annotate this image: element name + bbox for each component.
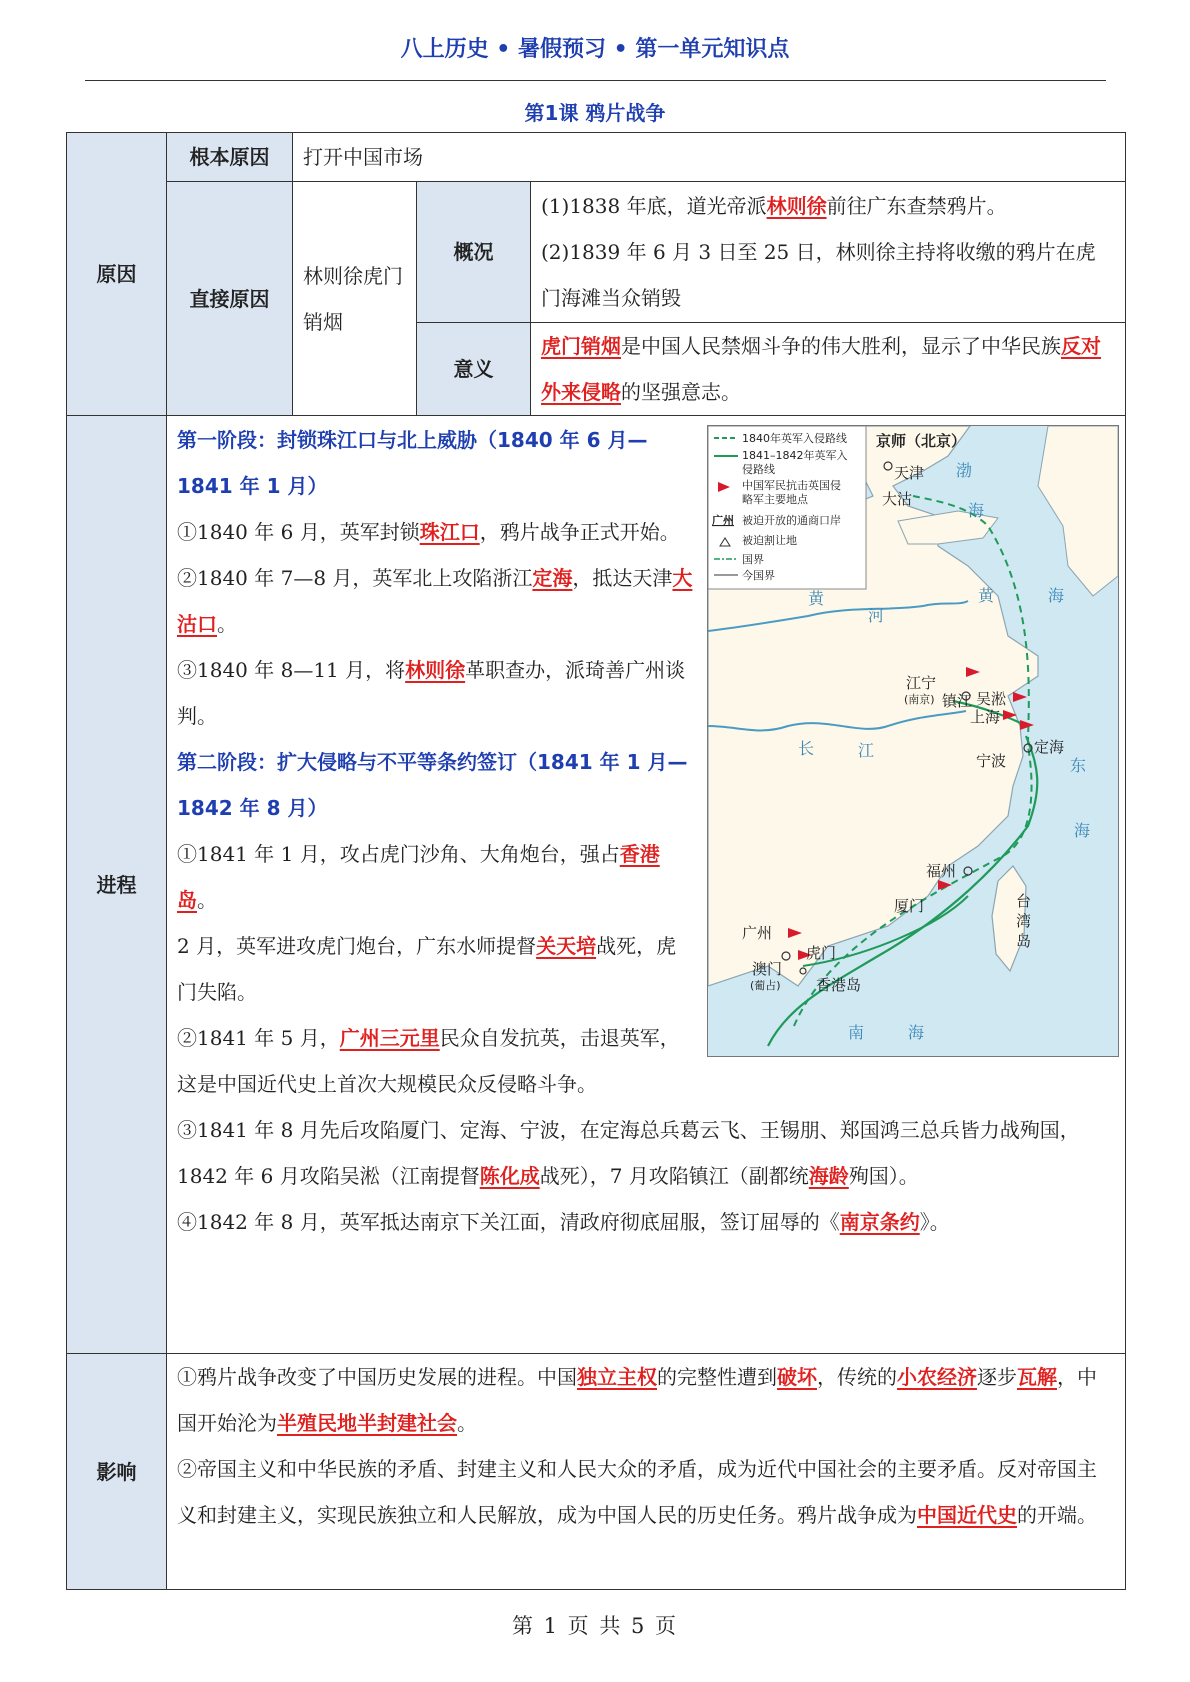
keyword: 陈化成 — [479, 1164, 540, 1188]
map-label-dinghai: 定海 — [1034, 738, 1065, 756]
root-cause-value: 打开中国市场 — [293, 133, 1126, 182]
map-label-east-sea-1: 东 — [1070, 756, 1087, 775]
keyword: 瓦解 — [1017, 1365, 1057, 1389]
map-legend-1841-route: 1841–1842年英军入 — [742, 449, 848, 462]
stage-2-item-2: ②1841 年 5 月，广州三元里民众自发抗英，击退英军，这是中国近代史上首次大规模民众反侵略斗争。 — [177, 1026, 680, 1096]
cause-label: 原因 — [67, 133, 167, 416]
map-legend-ceded: 被迫割让地 — [742, 534, 797, 547]
overview-text: (1)1838 年底，道光帝派林则徐前往广东查禁鸦片。 (2)1839 年 6 月 3 日至 25 日，林则徐主持将收缴的鸦片在虎门海滩当众销毁 — [531, 182, 1126, 323]
map-label-yangtze-2: 江 — [858, 741, 875, 760]
map-label-bohai-1: 渤 — [956, 461, 973, 480]
stage-2-item-3: ③1841 年 8 月先后攻陷厦门、定海、宁波，在定海总兵葛云飞、王锡朋、郑国鸿三总兵皆力战殉国，1842 年 6 月攻陷吴淞（江南提督陈化成战死），7 月攻陷镇江（副都统海龄殉国）。 — [177, 1118, 1080, 1188]
keyword: 独立主权 — [577, 1365, 657, 1389]
map-label-east-sea-2: 海 — [1074, 821, 1091, 840]
page-number: 第 1 页 共 5 页 — [511, 1614, 679, 1638]
keyword: 南京条约 — [839, 1210, 920, 1234]
keyword: 中国近代史 — [917, 1503, 1017, 1527]
impact-point-2: ②帝国主义和中华民族的矛盾、封建主义和人民大众的矛盾，成为近代中国社会的主要矛盾。反对帝国主义和封建主义，实现民族独立和人民解放，成为中国人民的历史任务。鸦片战争成为中国近代史的开端。 — [177, 1457, 1097, 1527]
map-label-yellow-sea-2: 海 — [1048, 586, 1065, 605]
stage-1-item-2: ②1840 年 7—8 月，英军北上攻陷浙江定海，抵达天津大沽口。 — [177, 566, 693, 636]
map-label-guangzhou: 广州 — [742, 924, 773, 942]
opium-war-map — [707, 425, 1119, 1057]
lesson-title: 第1课 鸦片战争 — [524, 101, 666, 125]
map-label-beijing: 京师（北京） — [876, 432, 967, 450]
map-legend-1840-route: 1840年英军入侵路线 — [742, 432, 847, 445]
keyword: 反对外来侵略 — [541, 334, 1101, 404]
stage-2-heading: 第二阶段：扩大侵略与不平等条约签订（1841 年 1 月—1842 年 8 月） — [177, 750, 688, 820]
map-label-south-sea-2: 海 — [908, 1023, 925, 1042]
map-label-yellow-sea-1: 黄 — [978, 586, 995, 605]
map-label-nanjing: (南京) — [904, 693, 935, 706]
meaning-text: 虎门销烟是中国人民禁烟斗争的伟大胜利，显示了中华民族反对外来侵略的坚强意志。 — [531, 323, 1126, 416]
impact-point-1: ①鸦片战争改变了中国历史发展的进程。中国独立主权的完整性遭到破坏，传统的小农经济逐步瓦解，中国开始沦为半殖民地半封建社会。 — [177, 1365, 1097, 1435]
process-content — [167, 416, 1126, 1354]
impact-label: 影响 — [67, 1354, 167, 1590]
map-legend-current-border: 今国界 — [742, 569, 775, 582]
keyword: 小农经济 — [897, 1365, 977, 1389]
map-label-south-sea-1: 南 — [848, 1023, 865, 1042]
keyword: 林则徐 — [766, 194, 827, 218]
map-legend-port-sample: 广州 — [712, 514, 734, 527]
keyword: 香港岛 — [177, 842, 660, 912]
stage-1-item-3: ③1840 年 8—11 月，将林则徐革职查办，派琦善广州谈判。 — [177, 658, 686, 728]
keyword: 海龄 — [808, 1164, 849, 1188]
map-label-taiwan-1: 台 — [1016, 892, 1032, 910]
map-label-hongkong: 香港岛 — [816, 976, 862, 994]
stage-1-heading: 第一阶段：封锁珠江口与北上威胁（1840 年 6 月—1841 年 1 月） — [177, 428, 648, 498]
keyword: 大沽口 — [177, 566, 693, 636]
header-divider — [85, 80, 1106, 81]
map-label-taiwan-3: 岛 — [1016, 932, 1032, 950]
map-legend-border: 国界 — [742, 553, 764, 566]
keyword: 广州三元里 — [339, 1026, 440, 1050]
map-label-fuzhou: 福州 — [926, 862, 957, 880]
page-header-title: 八上历史 • 暑假预习 • 第一单元知识点 — [400, 37, 790, 62]
impact-content — [167, 1354, 1126, 1590]
map-label-macau: 澳门 — [752, 960, 783, 978]
map-label-yellow-river-1: 黄 — [808, 589, 825, 608]
map-label-dagu: 大沽 — [882, 490, 913, 508]
keyword: 林则徐 — [405, 658, 466, 682]
map-label-humen: 虎门 — [806, 944, 837, 962]
map-label-yangtze-1: 长 — [798, 739, 815, 758]
map-label-macau-note: (葡占) — [750, 979, 781, 992]
map-label-xiamen: 厦门 — [894, 897, 925, 915]
root-cause-label: 根本原因 — [167, 133, 293, 182]
map-label-taiwan-2: 湾 — [1016, 912, 1032, 930]
direct-cause-label: 直接原因 — [167, 182, 293, 416]
meaning-label: 意义 — [417, 323, 531, 416]
map-label-yellow-river-2: 河 — [868, 606, 885, 625]
map-label-zhenjiang: 镇江 — [942, 692, 973, 710]
stage-2-item-4: ④1842 年 8 月，英军抵达南京下关江面，清政府彻底屈服，签订屈辱的《南京条约》。 — [177, 1210, 950, 1234]
keyword: 破坏 — [777, 1365, 817, 1389]
keyword: 关天培 — [536, 934, 597, 958]
map-label-wusong: 吴淞 — [976, 690, 1007, 708]
process-label: 进程 — [67, 416, 167, 1354]
stage-1-item-1: ①1840 年 6 月，英军封锁珠江口，鸦片战争正式开始。 — [177, 520, 680, 544]
stage-2-item-1: ①1841 年 1 月，攻占虎门沙角、大角炮台，强占香港岛。 — [177, 842, 660, 912]
map-legend-ports: 被迫开放的通商口岸 — [742, 514, 841, 527]
map-label-bohai-2: 海 — [968, 501, 985, 520]
map-legend-1841-route-2: 侵路线 — [742, 463, 775, 476]
map-label-ningbo: 宁波 — [976, 752, 1007, 770]
map-legend-resistance-2: 略军主要地点 — [742, 493, 808, 506]
map-label-shanghai: 上海 — [970, 708, 1001, 726]
overview-label: 概况 — [417, 182, 531, 323]
keyword: 半殖民地半封建社会 — [277, 1411, 457, 1435]
knowledge-table — [66, 132, 1126, 1590]
stage-2-item-1-cont: 2 月，英军进攻虎门炮台，广东水师提督关天培战死，虎门失陷。 — [177, 934, 677, 1004]
map-label-jiangning: 江宁 — [906, 674, 937, 692]
keyword: 珠江口 — [419, 520, 480, 544]
direct-cause-event: 林则徐虎门销烟 — [293, 182, 417, 416]
map-label-tianjin: 天津 — [894, 464, 925, 482]
map-legend-resistance: 中国军民抗击英国侵 — [742, 479, 841, 492]
keyword: 定海 — [532, 566, 573, 590]
keyword: 虎门销烟 — [541, 334, 621, 358]
